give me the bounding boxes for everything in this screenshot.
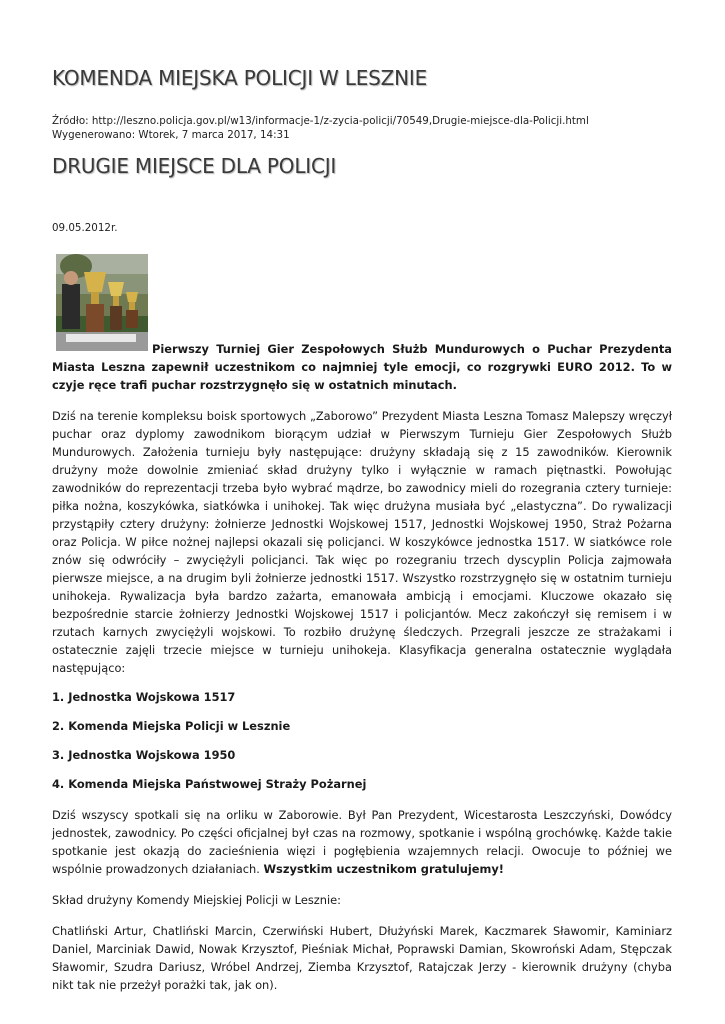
site-title: KOMENDA MIEJSKA POLICJI W LESZNIE (52, 66, 428, 90)
document-meta (52, 114, 589, 142)
article-date: 09.05.2012r. (52, 222, 118, 234)
ranking-item-4: 4. Komenda Miejska Państwowej Straży Pożarnej (52, 777, 367, 791)
team-members: Chatliński Artur, Chatliński Marcin, Czerwiński Hubert, Dłużyński Marek, Kaczmarek Sławomir, Kaminiarz Daniel, Marciniak Dawid, Nowak Krzysztof, Pieśniak Michał, Poprawski Damian, Skowroński Adam, Stępczak Sławomir, Szudra Dariusz, Wróbel Andrzej, Ziemba Krzysztof, Ratajczak Jerzy - kierownik drużyny (chyba nikt tak nie przeżył porażki tak, jak on). (52, 924, 672, 992)
article-title: DRUGIE MIEJSCE DLA POLICJI (52, 154, 337, 178)
generated-line: Wygenerowano: Wtorek, 7 marca 2017, 14:31 (52, 129, 290, 141)
article-content (52, 254, 672, 994)
source-line: Źródło: http://leszno.policja.gov.pl/w13/informacje-1/z-zycia-policji/70549,Drugie-miejsce-dla-Policji.html (52, 115, 589, 127)
team-heading: Skład drużyny Komendy Miejskiej Policji w Lesznie: (52, 893, 341, 907)
ranking-item-1: 1. Jednostka Wojskowa 1517 (52, 690, 236, 704)
trophies-photo (56, 254, 148, 351)
body-paragraph-1: Dziś na terenie kompleksu boisk sportowych „Zaborowo” Prezydent Miasta Leszna Tomasz Malepszy wręczył puchar oraz dyplomy zawodnikom biorącym udział w Pierwszym Turnieju Gier Zespołowych Służb Mundurowych. Założenia turnieju były następujące: drużyny składają się z 15 zawodników. Kierownik drużyny może dowolnie zmieniać skład drużyny tylko i wyłącznie w ramach piętnastki. Powołując zawodników do reprezentacji trzeba było wybrać mądrze, bo zawodnicy mieli do rozegrania cztery turnieje: piłka nożna, koszykówka, siatkówka i unihokej. Tak więc drużyna musiała być „elastyczna”. Do rywalizacji przystąpiły cztery drużyny: żołnierze Jednostki Wojskowej 1517, Jednostki Wojskowej 1950, Straż Pożarna oraz Policja. W piłce nożnej najlepsi okazali się policjanci. W koszykówce jednostka 1517. W siatkówce role znów się odwróciły – zwyciężyli policjanci. Tak więc po rozegraniu trzech dyscyplin Policja zajmowała pierwsze miejsce, a na drugim byli żołnierze jednostki 1517. Wszystko rozstrzygnęło się w ostatnim turnieju unihokeja. Rywalizacja była bardzo zażarta, emanowała ambicją i emocjami. Kluczowe okazało się bezpośrednie starcie żołnierzy Jednostki Wojskowej 1517 i policjantów. Mecz zakończył się remisem i w rzutach karnych zwyciężyli wojskowi. To rozbiło drużynę śledczych. Przegrali jeszcze ze strażakami i ostatecznie zajęli trzecie miejsce w turnieju unihokeja. Klasyfikacja generalna ostatecznie wyglądała następująco: (52, 409, 672, 675)
lead-paragraph: Pierwszy Turniej Gier Zespołowych Służb Mundurowych o Puchar Prezydenta Miasta Leszna zapewnił uczestnikom co najmniej tyle emocji, co rozgrywki EURO 2012. To w czyje ręce trafi puchar rozstrzygnęło się w ostatnich minutach. (52, 342, 672, 392)
body-paragraph-2-text: Dziś wszyscy spotkali się na orliku w Zaborowie. Był Pan Prezydent, Wicestarosta Leszczyński, Dowódcy jednostek, zawodnicy. Po części oficjalnej był czas na rozmowy, spotkanie i wspólną grochówkę. Każde takie spotkanie jest okazją do zacieśnienia więzi i pogłębienia wzajemnych relacji. Owocuje to później we wspólnie prowadzonych działaniach. (52, 808, 672, 876)
congratulations-text: Wszystkim uczestnikom gratulujemy! (263, 862, 504, 876)
ranking-item-3: 3. Jednostka Wojskowa 1950 (52, 748, 236, 762)
ranking-item-2: 2. Komenda Miejska Policji w Lesznie (52, 719, 291, 733)
body-paragraph-2 (52, 806, 672, 878)
